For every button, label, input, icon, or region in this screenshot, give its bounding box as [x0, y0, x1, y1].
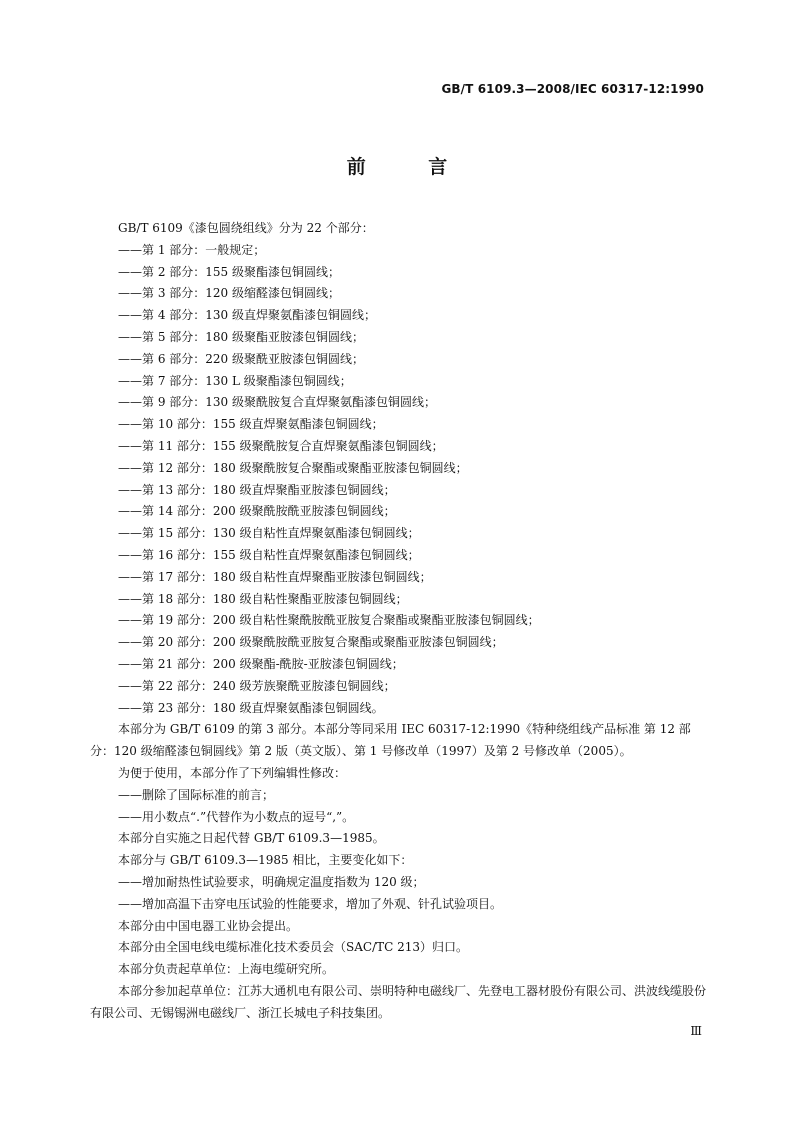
- part-list-item: ——第 11 部分：155 级聚酰胺复合直焊聚氨酯漆包铜圆线；: [118, 438, 444, 453]
- part-list-item: ——第 22 部分：240 级芳族聚酰亚胺漆包铜圆线；: [118, 678, 396, 693]
- drafting-participants-paragraph: 本部分参加起草单位：江苏大通机电有限公司、崇明特种电磁线厂、先登电工器材股份有限公司、洪波线缆股份有限公司、无锡锡洲电磁线厂、浙江长城电子科技集团。: [90, 983, 707, 1020]
- editorial-list-item: ——删除了国际标准的前言；: [118, 787, 275, 802]
- page-title: 前 言: [346, 156, 476, 178]
- part-list-item: ——第 18 部分：180 级自粘性聚酯亚胺漆包铜圆线；: [118, 591, 408, 606]
- part-list-item: ——第 17 部分：180 级自粘性直焊聚酯亚胺漆包铜圆线；: [118, 569, 432, 584]
- changes-intro: 本部分与 GB/T 6109.3—1985 相比，主要变化如下：: [118, 853, 413, 868]
- editorial-intro: 为便于使用，本部分作了下列编辑性修改：: [118, 765, 347, 780]
- part-list-item: ——第 9 部分：130 级聚酰胺复合直焊聚氨酯漆包铜圆线；: [118, 395, 436, 410]
- part-list-item: ——第 16 部分：155 级自粘性直焊聚氨酯漆包铜圆线；: [118, 547, 420, 562]
- part-list-item: ——第 12 部分：180 级聚酰胺复合聚酯或聚酯亚胺漆包铜圆线；: [118, 460, 468, 475]
- part-list-item: ——第 3 部分：120 级缩醛漆包铜圆线；: [118, 286, 340, 301]
- centralized-by-paragraph: 本部分由全国电线电缆标准化技术委员会（SAC/TC 213）归口。: [118, 940, 469, 955]
- part-list-item: ——第 7 部分：130 L 级聚酯漆包铜圆线；: [118, 373, 352, 388]
- page-number: Ⅲ: [690, 1024, 702, 1038]
- changes-list-item: ——增加耐热性试验要求，明确规定温度指数为 120 级；: [118, 874, 425, 889]
- part-list-item: ——第 20 部分：200 级聚酰胺酰亚胺复合聚酯或聚酯亚胺漆包铜圆线；: [118, 635, 504, 650]
- part-list-item: ——第 13 部分：180 级直焊聚酯亚胺漆包铜圆线；: [118, 482, 396, 497]
- part-list-item: ——第 5 部分：180 级聚酯亚胺漆包铜圆线；: [118, 329, 364, 344]
- drafting-lead-paragraph: 本部分负责起草单位：上海电缆研究所。: [118, 962, 335, 977]
- editorial-list-item: ——用小数点“.”代替作为小数点的逗号“,”。: [118, 809, 355, 824]
- foreword-body: [90, 218, 710, 1024]
- replaces-paragraph: 本部分自实施之日起代替 GB/T 6109.3—1985。: [118, 831, 385, 846]
- part-list-item: ——第 15 部分：130 级自粘性直焊聚氨酯漆包铜圆线；: [118, 526, 420, 541]
- adoption-paragraph: 本部分为 GB/T 6109 的第 3 部分。本部分等同采用 IEC 60317-12:1990《特种绕组线产品标准 第 12 部分：120 级缩醛漆包铜圆线》第 2 版（英文版）、第 1 号修改单（1997）及第 2 号修改单（2005）。: [90, 722, 691, 759]
- changes-list-item: ——增加高温下击穿电压试验的性能要求，增加了外观、针孔试验项目。: [118, 896, 503, 911]
- standard-code-header: GB/T 6109.3—2008/IEC 60317-12:1990: [441, 82, 704, 96]
- intro-paragraph: GB/T 6109《漆包圆绕组线》分为 22 个部分：: [118, 221, 374, 235]
- part-list-item: ——第 14 部分：200 级聚酰胺酰亚胺漆包铜圆线；: [118, 504, 396, 519]
- part-list-item: ——第 10 部分：155 级直焊聚氨酯漆包铜圆线；: [118, 417, 384, 432]
- part-list-item: ——第 21 部分：200 级聚酯-酰胺-亚胺漆包铜圆线；: [118, 656, 404, 671]
- part-list-item: ——第 19 部分：200 级自粘性聚酰胺酰亚胺复合聚酯或聚酯亚胺漆包铜圆线；: [118, 613, 540, 628]
- proposed-by-paragraph: 本部分由中国电器工业协会提出。: [118, 918, 299, 933]
- part-list-item: ——第 4 部分：130 级直焊聚氨酯漆包铜圆线；: [118, 308, 376, 323]
- part-list-item: ——第 23 部分：180 级直焊聚氨酯漆包铜圆线。: [118, 700, 384, 715]
- part-list-item: ——第 2 部分：155 级聚酯漆包铜圆线；: [118, 264, 340, 279]
- part-list-item: ——第 1 部分：一般规定；: [118, 242, 266, 257]
- part-list-item: ——第 6 部分：220 级聚酰亚胺漆包铜圆线；: [118, 351, 364, 366]
